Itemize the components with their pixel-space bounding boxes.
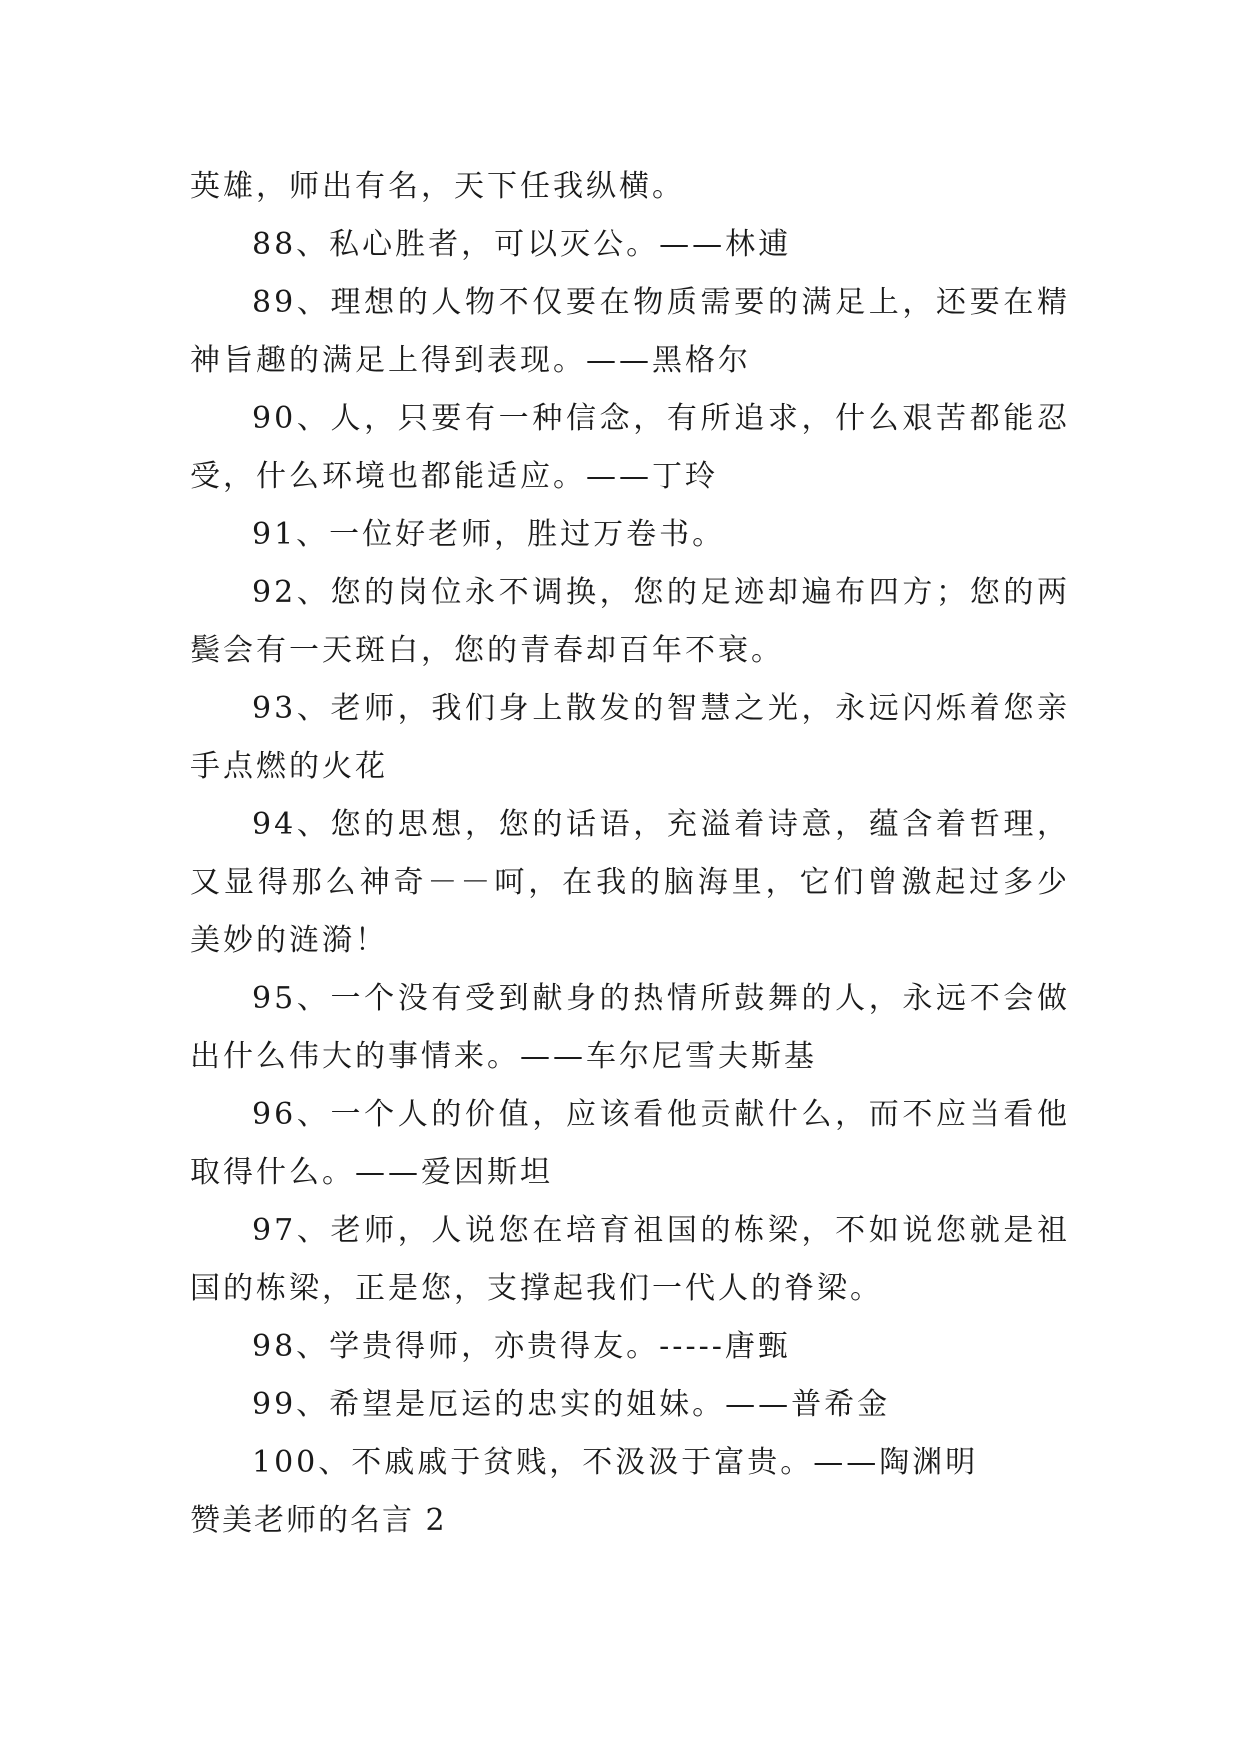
quote-93: 93、老师，我们身上散发的智慧之光，永远闪烁着您亲手点燃的火花 [190,691,1070,784]
quote-90: 90、人，只要有一种信念，有所追求，什么艰苦都能忍受，什么环境也都能适应。——丁玲 [190,401,1070,494]
quote-100: 100、不戚戚于贫贱，不汲汲于富贵。——陶渊明 [252,1445,979,1480]
quote-94: 94、您的思想，您的话语，充溢着诗意，蕴含着哲理，又显得那么神奇－－呵，在我的脑海里，它们曾激起过多少美妙的涟漪！ [190,807,1070,958]
quote-88: 88、私心胜者，可以灭公。——林逋 [252,227,792,262]
quote-89: 89、理想的人物不仅要在物质需要的满足上，还要在精神旨趣的满足上得到表现。——黑格尔 [190,285,1070,378]
quote-95: 95、一个没有受到献身的热情所鼓舞的人，永远不会做出什么伟大的事情来。——车尔尼雪夫斯基 [190,981,1070,1074]
quote-98: 98、学贵得师，亦贵得友。-----唐甄 [252,1329,791,1364]
paragraph-continuation: 英雄，师出有名，天下任我纵横。 [190,169,685,204]
quote-96: 96、一个人的价值，应该看他贡献什么，而不应当看他取得什么。——爱因斯坦 [190,1097,1070,1190]
section-heading: 赞美老师的名言 2 [190,1503,447,1538]
quote-99: 99、希望是厄运的忠实的姐妹。——普希金 [252,1387,891,1422]
quote-91: 91、一位好老师，胜过万卷书。 [252,517,726,552]
quote-92: 92、您的岗位永不调换，您的足迹却遍布四方；您的两鬓会有一天斑白，您的青春却百年不衰。 [190,575,1070,668]
document-body [190,158,1070,1550]
quote-97: 97、老师，人说您在培育祖国的栋梁，不如说您就是祖国的栋梁，正是您，支撑起我们一代人的脊梁。 [190,1213,1070,1306]
